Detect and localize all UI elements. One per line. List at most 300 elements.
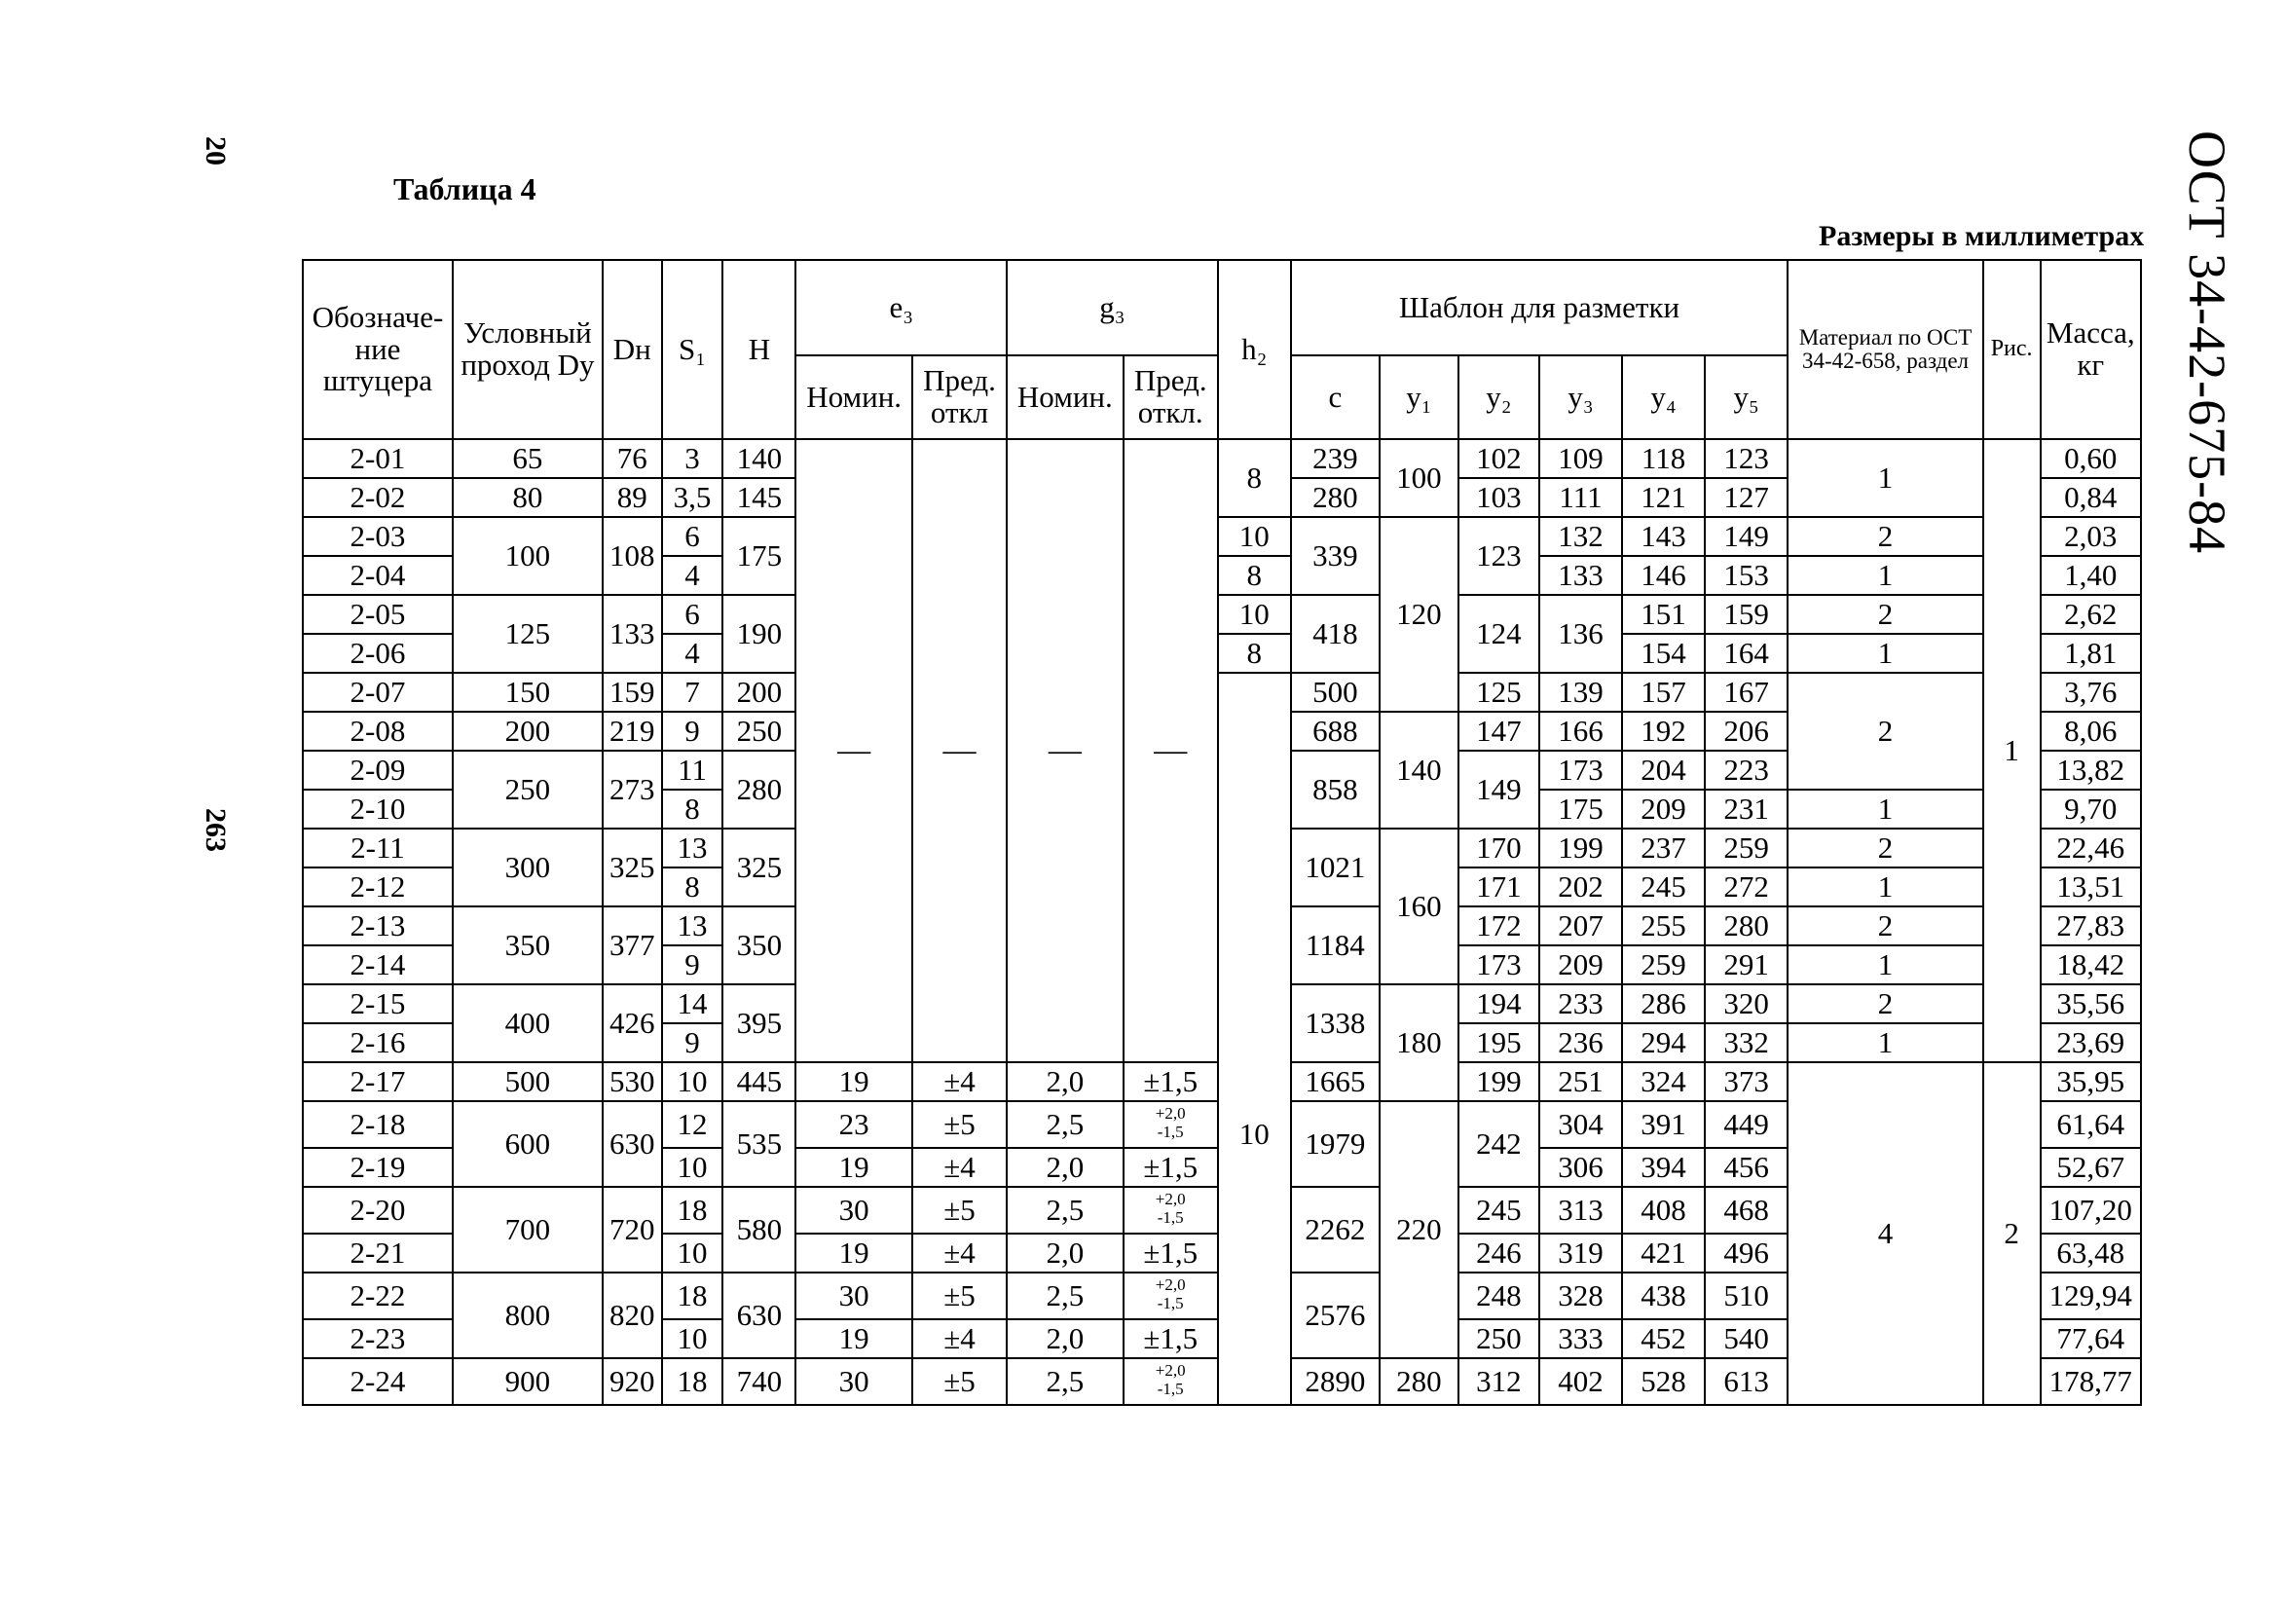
cell-c: 858	[1291, 751, 1380, 829]
cell-nominal-bore: 65	[453, 439, 603, 478]
cell-dn: 273	[603, 751, 662, 829]
cell-material: 1	[1788, 439, 1983, 517]
cell-y5: 456	[1705, 1148, 1788, 1187]
cell-designation: 2-17	[303, 1062, 453, 1101]
cell-g3-deviation: ±1,5	[1124, 1062, 1218, 1101]
cell-designation: 2-16	[303, 1023, 453, 1062]
cell-y5: 231	[1705, 790, 1788, 829]
cell-y4: 151	[1622, 595, 1705, 634]
cell-nominal-bore: 400	[453, 984, 603, 1062]
cell-y5: 280	[1705, 906, 1788, 945]
header-dn: Dн	[603, 260, 662, 439]
cell-dn: 159	[603, 673, 662, 712]
tolerance-minus: -1,5	[1157, 1208, 1184, 1228]
cell-s1: 9	[662, 712, 723, 751]
cell-dn: 325	[603, 829, 662, 906]
cell-s1: 11	[662, 751, 723, 790]
cell-mass: 0,60	[2041, 439, 2142, 478]
cell-nominal-bore: 300	[453, 829, 603, 906]
cell-designation: 2-19	[303, 1148, 453, 1187]
header-g3-deviation: Пред. откл.	[1124, 355, 1218, 439]
cell-mass: 52,67	[2041, 1148, 2142, 1187]
cell-dn: 820	[603, 1273, 662, 1358]
cell-e3-deviation: ±5	[912, 1358, 1007, 1405]
cell-mass: 0,84	[2041, 478, 2142, 517]
cell-g3-nominal: 2,0	[1007, 1319, 1124, 1358]
cell-designation: 2-22	[303, 1273, 453, 1319]
cell-mass: 3,76	[2041, 673, 2142, 712]
cell-y5: 123	[1705, 439, 1788, 478]
cell-e3-deviation: ±4	[912, 1234, 1007, 1273]
units-note: Размеры в миллиметрах	[1819, 220, 2145, 252]
cell-h: 190	[722, 595, 795, 673]
cell-y4: 259	[1622, 945, 1705, 984]
cell-y2: 124	[1458, 595, 1539, 673]
header-template: Шаблон для разметки	[1291, 260, 1788, 355]
cell-y2: 195	[1458, 1023, 1539, 1062]
cell-e3-deviation: ±4	[912, 1062, 1007, 1101]
cell-y1: 180	[1380, 984, 1458, 1101]
cell-y3: 175	[1539, 790, 1622, 829]
cell-designation: 2-04	[303, 556, 453, 595]
cell-nominal-bore: 80	[453, 478, 603, 517]
tolerance-minus: -1,5	[1157, 1380, 1184, 1399]
cell-mass: 35,56	[2041, 984, 2142, 1023]
cell-y4: 143	[1622, 517, 1705, 556]
cell-material: 4	[1788, 1062, 1983, 1405]
tolerance-stack	[1156, 1362, 1186, 1398]
cell-y2: 248	[1458, 1273, 1539, 1319]
cell-designation: 2-10	[303, 790, 453, 829]
cell-h: 325	[722, 829, 795, 906]
cell-y4: 146	[1622, 556, 1705, 595]
cell-e3-deviation: ±4	[912, 1148, 1007, 1187]
cell-nominal-bore: 150	[453, 673, 603, 712]
cell-designation: 2-06	[303, 634, 453, 673]
cell-nominal-bore: 125	[453, 595, 603, 673]
cell-y2: 245	[1458, 1187, 1539, 1234]
cell-y5: 320	[1705, 984, 1788, 1023]
cell-e3-nominal: 23	[795, 1101, 912, 1148]
cell-y4: 391	[1622, 1101, 1705, 1148]
cell-y2: 170	[1458, 829, 1539, 867]
tolerance-plus: +2,0	[1155, 1275, 1186, 1295]
cell-designation: 2-20	[303, 1187, 453, 1234]
header-material: Материал по ОСТ 34-42-658, раздел	[1788, 260, 1983, 439]
cell-material: 1	[1788, 556, 1983, 595]
cell-s1: 7	[662, 673, 723, 712]
cell-mass: 13,82	[2041, 751, 2142, 790]
cell-h: 535	[722, 1101, 795, 1187]
cell-h2: 10	[1218, 595, 1291, 634]
cell-c: 1021	[1291, 829, 1380, 906]
cell-y5: 468	[1705, 1187, 1788, 1234]
cell-h2: 8	[1218, 439, 1291, 517]
cell-nominal-bore: 350	[453, 906, 603, 984]
cell-g3-nominal: 2,5	[1007, 1273, 1124, 1319]
cell-dn: 89	[603, 478, 662, 517]
header-y2: y₂	[1458, 355, 1539, 439]
cell-c: 1665	[1291, 1062, 1380, 1101]
cell-y3: 207	[1539, 906, 1622, 945]
cell-y5: 272	[1705, 867, 1788, 906]
cell-mass: 18,42	[2041, 945, 2142, 984]
cell-y5: 167	[1705, 673, 1788, 712]
cell-g3-deviation	[1124, 1273, 1218, 1319]
header-y1: y₁	[1380, 355, 1458, 439]
cell-y1: 280	[1380, 1358, 1458, 1405]
tolerance-plus: +2,0	[1155, 1190, 1186, 1209]
table-body	[303, 439, 2141, 1405]
cell-s1: 18	[662, 1187, 723, 1234]
cell-y4: 255	[1622, 906, 1705, 945]
cell-material: 2	[1788, 829, 1983, 867]
cell-c: 1979	[1291, 1101, 1380, 1187]
cell-y5: 127	[1705, 478, 1788, 517]
cell-h: 740	[722, 1358, 795, 1405]
cell-s1: 8	[662, 790, 723, 829]
cell-c: 418	[1291, 595, 1380, 673]
cell-y2: 250	[1458, 1319, 1539, 1358]
cell-y4: 528	[1622, 1358, 1705, 1405]
header-h2: h₂	[1218, 260, 1291, 439]
cell-material: 2	[1788, 673, 1983, 790]
cell-h: 145	[722, 478, 795, 517]
tolerance-minus: -1,5	[1157, 1123, 1184, 1142]
cell-y3: 304	[1539, 1101, 1622, 1148]
cell-s1: 10	[662, 1148, 723, 1187]
cell-y2: 123	[1458, 517, 1539, 595]
cell-e3-nominal: 19	[795, 1319, 912, 1358]
tolerance-minus: -1,5	[1157, 1294, 1184, 1313]
cell-mass: 22,46	[2041, 829, 2142, 867]
table-caption: Таблица 4	[393, 171, 536, 206]
page-number-top: 20	[200, 136, 232, 166]
cell-s1: 13	[662, 906, 723, 945]
cell-y2: 171	[1458, 867, 1539, 906]
cell-h: 395	[722, 984, 795, 1062]
cell-g3-deviation	[1124, 1187, 1218, 1234]
cell-dn: 530	[603, 1062, 662, 1101]
cell-y2: 246	[1458, 1234, 1539, 1273]
cell-s1: 4	[662, 634, 723, 673]
cell-y5: 291	[1705, 945, 1788, 984]
cell-mass: 1,81	[2041, 634, 2142, 673]
cell-dn: 720	[603, 1187, 662, 1273]
cell-h: 280	[722, 751, 795, 829]
cell-y5: 153	[1705, 556, 1788, 595]
cell-y3: 202	[1539, 867, 1622, 906]
cell-y4: 324	[1622, 1062, 1705, 1101]
cell-mass: 9,70	[2041, 790, 2142, 829]
cell-y3: 199	[1539, 829, 1622, 867]
cell-dn: 630	[603, 1101, 662, 1187]
cell-y4: 157	[1622, 673, 1705, 712]
cell-y3: 136	[1539, 595, 1622, 673]
cell-c: 1338	[1291, 984, 1380, 1062]
cell-dn: 76	[603, 439, 662, 478]
table-row	[303, 439, 2141, 478]
cell-y4: 286	[1622, 984, 1705, 1023]
cell-e3-nominal: 30	[795, 1273, 912, 1319]
cell-h: 175	[722, 517, 795, 595]
cell-material: 1	[1788, 867, 1983, 906]
cell-y4: 438	[1622, 1273, 1705, 1319]
cell-designation: 2-05	[303, 595, 453, 634]
cell-c: 2576	[1291, 1273, 1380, 1358]
cell-e3-nominal: 19	[795, 1148, 912, 1187]
cell-y1: 220	[1380, 1101, 1458, 1358]
cell-s1: 18	[662, 1358, 723, 1405]
header-h: H	[722, 260, 795, 439]
cell-mass: 2,62	[2041, 595, 2142, 634]
cell-nominal-bore: 200	[453, 712, 603, 751]
cell-g3-nominal: 2,5	[1007, 1101, 1124, 1148]
cell-y1: 100	[1380, 439, 1458, 517]
cell-e3-deviation: ±5	[912, 1273, 1007, 1319]
tolerance-stack	[1156, 1105, 1186, 1141]
cell-nominal-bore: 100	[453, 517, 603, 595]
cell-y5: 540	[1705, 1319, 1788, 1358]
header-figure: Рис.	[1983, 260, 2041, 439]
cell-designation: 2-12	[303, 867, 453, 906]
cell-designation: 2-15	[303, 984, 453, 1023]
cell-material: 2	[1788, 906, 1983, 945]
cell-mass: 35,95	[2041, 1062, 2142, 1101]
cell-material: 1	[1788, 945, 1983, 984]
tolerance-stack	[1156, 1191, 1186, 1227]
cell-s1: 3	[662, 439, 723, 478]
cell-s1: 12	[662, 1101, 723, 1148]
cell-y4: 118	[1622, 439, 1705, 478]
cell-s1: 13	[662, 829, 723, 867]
cell-y3: 333	[1539, 1319, 1622, 1358]
cell-g3-deviation	[1124, 1358, 1218, 1405]
cell-y2: 147	[1458, 712, 1539, 751]
cell-s1: 9	[662, 945, 723, 984]
cell-h: 630	[722, 1273, 795, 1358]
cell-nominal-bore: 700	[453, 1187, 603, 1273]
cell-mass: 2,03	[2041, 517, 2142, 556]
cell-y3: 132	[1539, 517, 1622, 556]
cell-mass: 23,69	[2041, 1023, 2142, 1062]
cell-material: 2	[1788, 517, 1983, 556]
cell-designation: 2-14	[303, 945, 453, 984]
cell-h2: 10	[1218, 517, 1291, 556]
cell-h: 445	[722, 1062, 795, 1101]
cell-y2: 102	[1458, 439, 1539, 478]
cell-g3-nominal: 2,0	[1007, 1234, 1124, 1273]
header-g3-nominal: Номин.	[1007, 355, 1124, 439]
cell-y3: 402	[1539, 1358, 1622, 1405]
cell-e3-deviation: ±5	[912, 1187, 1007, 1234]
cell-g3-deviation: ±1,5	[1124, 1148, 1218, 1187]
header-y3: y₃	[1539, 355, 1622, 439]
cell-designation: 2-01	[303, 439, 453, 478]
cell-mass: 13,51	[2041, 867, 2142, 906]
cell-y5: 449	[1705, 1101, 1788, 1148]
cell-s1: 6	[662, 517, 723, 556]
header-s1: S₁	[662, 260, 723, 439]
cell-c: 500	[1291, 673, 1380, 712]
cell-y3: 236	[1539, 1023, 1622, 1062]
cell-s1: 18	[662, 1273, 723, 1319]
cell-y2: 199	[1458, 1062, 1539, 1101]
page-number-side: 263	[200, 808, 232, 852]
cell-y5: 149	[1705, 517, 1788, 556]
cell-y3: 139	[1539, 673, 1622, 712]
cell-y1: 140	[1380, 712, 1458, 829]
cell-y3: 319	[1539, 1234, 1622, 1273]
cell-e3-nominal: 19	[795, 1062, 912, 1101]
cell-y3: 173	[1539, 751, 1622, 790]
cell-nominal-bore: 900	[453, 1358, 603, 1405]
cell-y3: 133	[1539, 556, 1622, 595]
cell-y5: 223	[1705, 751, 1788, 790]
cell-y3: 328	[1539, 1273, 1622, 1319]
cell-y4: 421	[1622, 1234, 1705, 1273]
header-c: c	[1291, 355, 1380, 439]
cell-mass: 8,06	[2041, 712, 2142, 751]
cell-designation: 2-24	[303, 1358, 453, 1405]
cell-c: 2890	[1291, 1358, 1380, 1405]
cell-nominal-bore: 800	[453, 1273, 603, 1358]
cell-y3: 209	[1539, 945, 1622, 984]
cell-y3: 313	[1539, 1187, 1622, 1234]
header-y5: y₅	[1705, 355, 1788, 439]
cell-y3: 233	[1539, 984, 1622, 1023]
document-code: ОСТ 34-42-675-84	[2178, 130, 2236, 555]
cell-dn: 377	[603, 906, 662, 984]
cell-y5: 332	[1705, 1023, 1788, 1062]
cell-y2: 312	[1458, 1358, 1539, 1405]
cell-s1: 14	[662, 984, 723, 1023]
cell-h2: 8	[1218, 634, 1291, 673]
cell-y2: 125	[1458, 673, 1539, 712]
cell-mass: 61,64	[2041, 1101, 2142, 1148]
cell-mass: 27,83	[2041, 906, 2142, 945]
cell-y3: 251	[1539, 1062, 1622, 1101]
cell-material: 2	[1788, 984, 1983, 1023]
header-e3-nominal: Номин.	[795, 355, 912, 439]
cell-nominal-bore: 600	[453, 1101, 603, 1187]
cell-e3-nominal: —	[795, 439, 912, 1062]
cell-material: 1	[1788, 790, 1983, 829]
cell-s1: 10	[662, 1319, 723, 1358]
cell-y5: 613	[1705, 1358, 1788, 1405]
cell-y2: 149	[1458, 751, 1539, 829]
cell-dn: 108	[603, 517, 662, 595]
cell-mass: 1,40	[2041, 556, 2142, 595]
header-e3-deviation: Пред. откл	[912, 355, 1007, 439]
cell-y4: 294	[1622, 1023, 1705, 1062]
cell-material: 1	[1788, 1023, 1983, 1062]
cell-material: 1	[1788, 634, 1983, 673]
cell-y2: 172	[1458, 906, 1539, 945]
cell-y4: 154	[1622, 634, 1705, 673]
cell-y4: 245	[1622, 867, 1705, 906]
cell-y2: 242	[1458, 1101, 1539, 1187]
cell-y1: 120	[1380, 517, 1458, 712]
cell-y5: 164	[1705, 634, 1788, 673]
cell-y4: 121	[1622, 478, 1705, 517]
cell-y5: 206	[1705, 712, 1788, 751]
cell-designation: 2-21	[303, 1234, 453, 1273]
header-e3: e₃	[795, 260, 1007, 355]
cell-y2: 103	[1458, 478, 1539, 517]
cell-dn: 133	[603, 595, 662, 673]
cell-y5: 496	[1705, 1234, 1788, 1273]
cell-y5: 373	[1705, 1062, 1788, 1101]
cell-c: 239	[1291, 439, 1380, 478]
cell-mass: 107,20	[2041, 1187, 2142, 1234]
cell-h2: 8	[1218, 556, 1291, 595]
header-mass: Масса, кг	[2041, 260, 2142, 439]
cell-y4: 394	[1622, 1148, 1705, 1187]
cell-mass: 77,64	[2041, 1319, 2142, 1358]
cell-h: 140	[722, 439, 795, 478]
cell-dn: 426	[603, 984, 662, 1062]
cell-designation: 2-02	[303, 478, 453, 517]
cell-y2: 194	[1458, 984, 1539, 1023]
cell-e3-nominal: 19	[795, 1234, 912, 1273]
cell-y5: 259	[1705, 829, 1788, 867]
cell-designation: 2-09	[303, 751, 453, 790]
cell-e3-deviation: ±4	[912, 1319, 1007, 1358]
cell-designation: 2-03	[303, 517, 453, 556]
cell-y5: 510	[1705, 1273, 1788, 1319]
cell-mass: 178,77	[2041, 1358, 2142, 1405]
cell-y3: 111	[1539, 478, 1622, 517]
cell-designation: 2-11	[303, 829, 453, 867]
cell-e3-deviation: —	[912, 439, 1007, 1062]
cell-figure: 1	[1983, 439, 2041, 1062]
cell-y1: 160	[1380, 829, 1458, 984]
cell-nominal-bore: 250	[453, 751, 603, 829]
cell-material: 2	[1788, 595, 1983, 634]
cell-designation: 2-07	[303, 673, 453, 712]
cell-y4: 452	[1622, 1319, 1705, 1358]
cell-e3-nominal: 30	[795, 1187, 912, 1234]
header-nominal-bore: Условный проход Dy	[453, 260, 603, 439]
cell-y2: 173	[1458, 945, 1539, 984]
cell-s1: 4	[662, 556, 723, 595]
cell-mass: 63,48	[2041, 1234, 2142, 1273]
cell-g3-deviation: ±1,5	[1124, 1319, 1218, 1358]
cell-g3-nominal: —	[1007, 439, 1124, 1062]
cell-designation: 2-18	[303, 1101, 453, 1148]
header-y4: y₄	[1622, 355, 1705, 439]
cell-s1: 9	[662, 1023, 723, 1062]
cell-mass: 129,94	[2041, 1273, 2142, 1319]
table-row	[303, 517, 2141, 556]
cell-e3-deviation: ±5	[912, 1101, 1007, 1148]
tolerance-plus: +2,0	[1155, 1104, 1186, 1124]
cell-g3-nominal: 2,0	[1007, 1148, 1124, 1187]
cell-g3-deviation	[1124, 1101, 1218, 1148]
cell-g3-deviation: ±1,5	[1124, 1234, 1218, 1273]
cell-c: 688	[1291, 712, 1380, 751]
cell-c: 1184	[1291, 906, 1380, 984]
cell-designation: 2-23	[303, 1319, 453, 1358]
cell-dn: 920	[603, 1358, 662, 1405]
cell-dn: 219	[603, 712, 662, 751]
cell-g3-deviation: —	[1124, 439, 1218, 1062]
cell-h: 200	[722, 673, 795, 712]
cell-h: 350	[722, 906, 795, 984]
cell-h2: 10	[1218, 673, 1291, 1405]
header-g3: g₃	[1007, 260, 1218, 355]
